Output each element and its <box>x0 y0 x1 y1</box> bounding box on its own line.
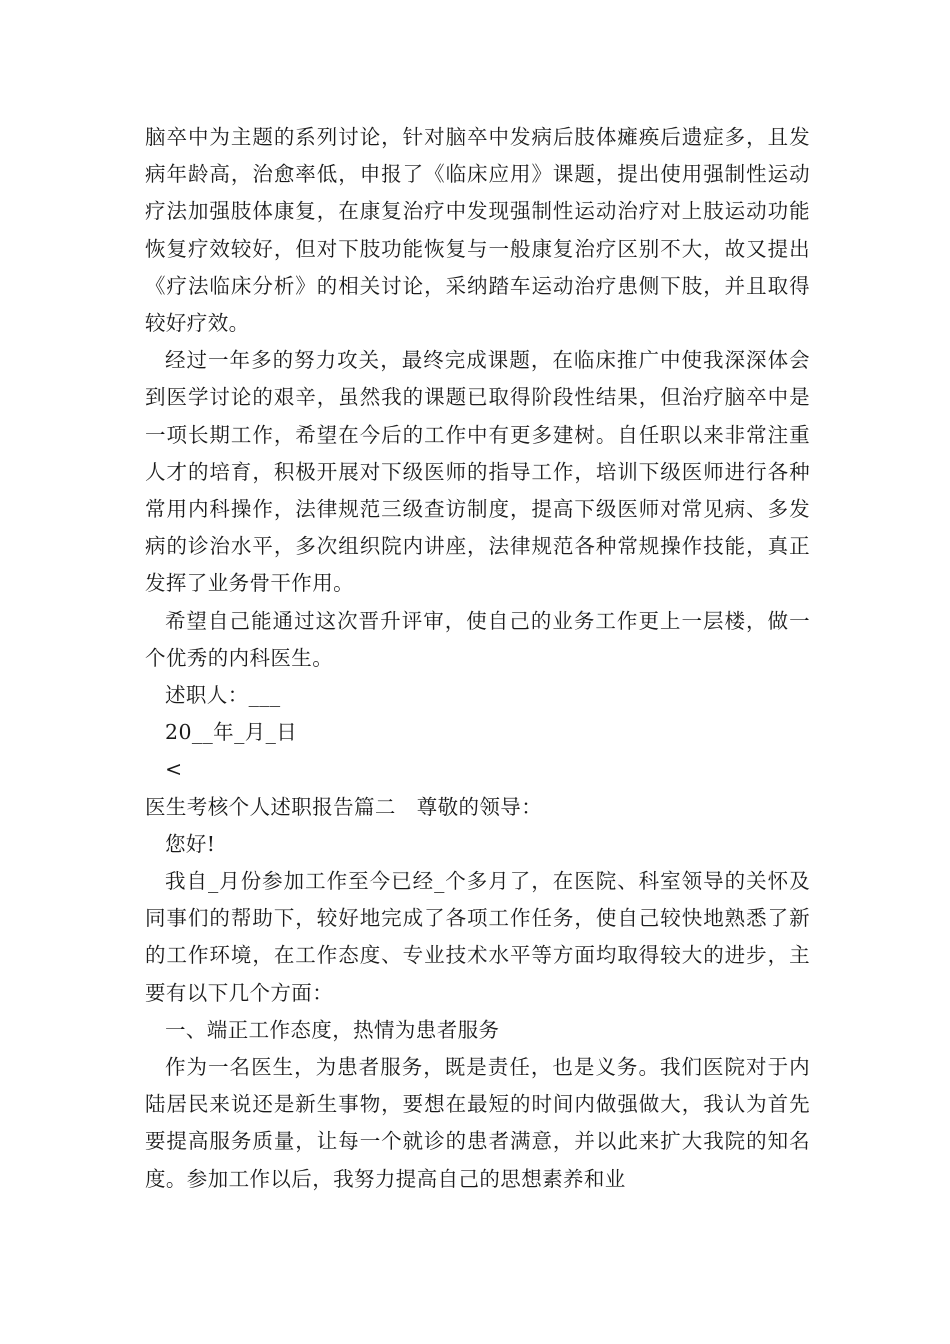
paragraph-promotion-hope: 希望自己能通过这次晋升评审，使自己的业务工作更上一层楼，做一个优秀的内科医生。 <box>145 608 810 670</box>
paragraph-work-intro: 我自_月份参加工作至今已经_个多月了，在医院、科室领导的关怀及同事们的帮助下，较好地完成了各项工作任务，使自己较快地熟悉了新的工作环境，在工作态度、专业技术水平等方面均取得较大的进步，主要有以下几个方面： <box>145 869 810 1005</box>
paragraph-stroke-research: 脑卒中为主题的系列讨论，针对脑卒中发病后肢体瘫痪后遗症多，且发病年龄高，治愈率低，申报了《临床应用》课题，提出使用强制性运动疗法加强肢体康复，在康复治疗中发现强制性运动治疗对上肢运动功能恢复疗效较好，但对下肢功能恢复与一般康复治疗区别不大，故又提出《疗法临床分析》的相关讨论，采纳踏车运动治疗患侧下肢，并且取得较好疗效。 <box>145 125 810 336</box>
subheading-work-attitude: 一、端正工作态度，热情为患者服务 <box>165 1017 500 1042</box>
greeting-line: 您好! <box>165 831 216 856</box>
stray-symbol: < <box>165 757 183 782</box>
section-heading-part-two: 医生考核个人述职报告篇二 尊敬的领导： <box>145 794 543 819</box>
paragraph-research-result: 经过一年多的努力攻关，最终完成课题，在临床推广中使我深深体会到医学讨论的艰辛，虽然我的课题已取得阶段性结果，但治疗脑卒中是一项长期工作，希望在今后的工作中有更多建树。自任职以来非常注重人才的培育，积极开展对下级医师的指导工作，培训下级医师进行各种常用内科操作，法律规范三级查访制度，提高下级医师对常见病、多发病的诊治水平，多次组织院内讲座，法律规范各种常规操作技能，真正发挥了业务骨干作用。 <box>145 348 810 596</box>
paragraph-patient-service: 作为一名医生，为患者服务，既是责任，也是义务。我们医院对于内陆居民来说还是新生事物，要想在最短的时间内做强做大，我认为首先要提高服务质量，让每一个就诊的患者满意，并以此来扩大我院的知名度。参加工作以后，我努力提高自己的思想素养和业 <box>145 1055 810 1191</box>
signature-line: 述职人：___ <box>165 683 281 708</box>
date-line: 20__年_月_日 <box>165 720 298 745</box>
document-body <box>145 119 810 1198</box>
